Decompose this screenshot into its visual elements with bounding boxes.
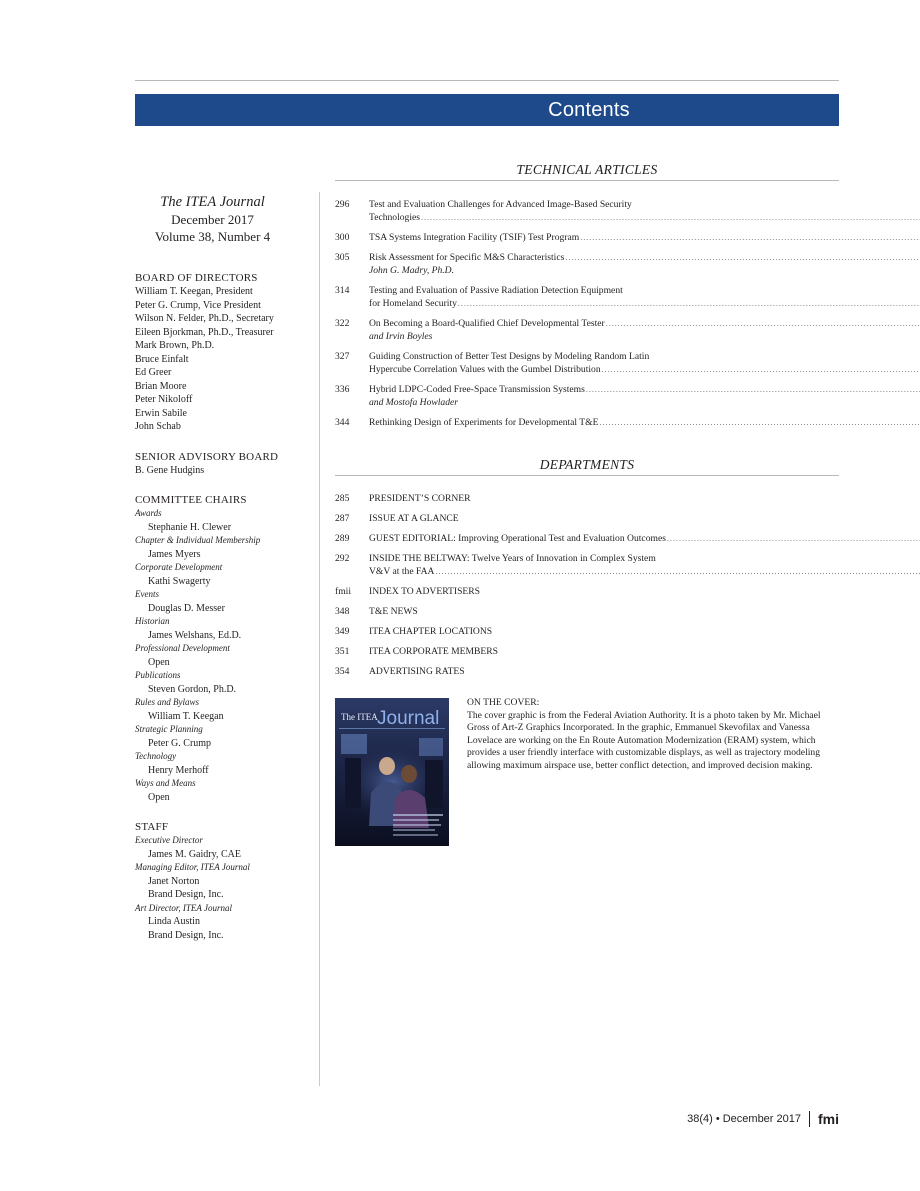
cover-masthead-large: Journal bbox=[377, 708, 440, 729]
article-title: On Becoming a Board-Qualified Chief Developmental Tester bbox=[369, 318, 605, 329]
article-author-continued: John G. Madry, Ph.D. bbox=[369, 265, 454, 276]
toc-entry[interactable] bbox=[335, 383, 839, 409]
board-member: Wilson N. Felder, Ph.D., Secretary bbox=[135, 313, 274, 324]
toc-entry[interactable] bbox=[335, 231, 839, 244]
toc-entry[interactable] bbox=[335, 317, 839, 343]
masthead-column bbox=[135, 193, 315, 958]
page-title: Contents bbox=[548, 99, 630, 121]
top-rule bbox=[135, 80, 839, 81]
page-number: 296 bbox=[335, 199, 350, 210]
page-number: 285 bbox=[335, 493, 350, 504]
department-title: INDEX TO ADVERTISERS bbox=[369, 586, 481, 597]
technical-articles-heading: TECHNICAL ARTICLES bbox=[335, 161, 839, 181]
page-number: 336 bbox=[335, 384, 350, 395]
page-number: 314 bbox=[335, 285, 350, 296]
toc-entry[interactable] bbox=[335, 416, 839, 429]
toc-entry[interactable] bbox=[335, 512, 839, 525]
committee-chair-name: James Myers bbox=[148, 548, 201, 560]
article-title: Technologies bbox=[369, 212, 421, 223]
toc-entry[interactable] bbox=[335, 585, 839, 598]
page-number: 287 bbox=[335, 513, 350, 524]
leader-dots bbox=[600, 416, 920, 429]
section-heading: BOARD OF DIRECTORS bbox=[135, 272, 258, 284]
page-number: 348 bbox=[335, 606, 350, 617]
committee-chair-name: Open bbox=[148, 791, 170, 803]
committee-chair-name: James Welshans, Ed.D. bbox=[148, 629, 242, 641]
cover-description bbox=[467, 697, 839, 772]
leader-dots bbox=[565, 251, 920, 264]
committee-role: Ways and Means bbox=[135, 778, 196, 788]
board-member: Peter Nikoloff bbox=[135, 394, 193, 405]
department-title: T&E NEWS bbox=[369, 606, 418, 617]
article-title: Hybrid LDPC-Coded Free-Space Transmission Systems bbox=[369, 384, 585, 395]
toc-entry[interactable] bbox=[335, 665, 839, 678]
committee-role: Technology bbox=[135, 751, 177, 761]
page-number: 300 bbox=[335, 232, 350, 243]
issue-date: December 2017 bbox=[171, 212, 254, 227]
page-number: 354 bbox=[335, 666, 350, 677]
folio: fmi bbox=[818, 1111, 839, 1127]
article-author-continued: and Mostofa Howlader bbox=[369, 397, 459, 408]
committee-role: Rules and Bylaws bbox=[135, 697, 199, 707]
committee-chair-name: Kathi Swagerty bbox=[148, 575, 211, 587]
page-footer bbox=[687, 1111, 839, 1127]
department-title: PRESIDENT’S CORNER bbox=[369, 493, 471, 504]
footer-divider bbox=[809, 1111, 810, 1127]
committee-chair-name: Peter G. Crump bbox=[148, 737, 212, 749]
department-title: ITEA CORPORATE MEMBERS bbox=[369, 646, 498, 657]
advisory-member: B. Gene Hudgins bbox=[135, 464, 205, 476]
board-member: John Schab bbox=[135, 421, 181, 432]
committee-role: Historian bbox=[135, 616, 170, 626]
department-title: ITEA CHAPTER LOCATIONS bbox=[369, 626, 493, 637]
departments-heading: DEPARTMENTS bbox=[335, 456, 839, 476]
committee-chair-name: Open bbox=[148, 656, 170, 668]
committee-role: Events bbox=[135, 589, 159, 599]
leader-dots bbox=[667, 532, 920, 545]
department-title: ISSUE AT A GLANCE bbox=[369, 513, 459, 524]
article-title: Rethinking Design of Experiments for Developmental T&E bbox=[369, 417, 599, 428]
departments-list bbox=[335, 492, 839, 685]
toc-entry[interactable] bbox=[335, 605, 839, 618]
committee-role: Chapter & Individual Membership bbox=[135, 535, 261, 545]
department-title: V&V at the FAA bbox=[369, 566, 435, 577]
toc-entry[interactable] bbox=[335, 532, 839, 545]
toc-entry[interactable] bbox=[335, 198, 839, 224]
board-member: Ed Greer bbox=[135, 367, 172, 378]
section-heading: SENIOR ADVISORY BOARD bbox=[135, 450, 279, 463]
committee-role: Professional Development bbox=[135, 643, 230, 653]
department-title: INSIDE THE BELTWAY: Twelve Years of Innovation in Complex System bbox=[369, 553, 656, 564]
department-title: GUEST EDITORIAL: Improving Operational Test and Evaluation Outcomes bbox=[369, 533, 666, 544]
issue-info: 38(4) • December 2017 bbox=[687, 1113, 801, 1125]
leader-dots bbox=[458, 297, 920, 310]
page-number: 289 bbox=[335, 533, 350, 544]
page-number: 327 bbox=[335, 351, 350, 362]
committee-chair-name: Steven Gordon, Ph.D. bbox=[148, 683, 237, 695]
journal-title: The ITEA Journal bbox=[160, 194, 265, 210]
article-title: for Homeland Security bbox=[369, 298, 457, 309]
board-member: Brian Moore bbox=[135, 380, 187, 392]
board-member: Peter G. Crump, Vice President bbox=[135, 299, 261, 311]
leader-dots bbox=[435, 565, 920, 578]
committee-chairs bbox=[135, 493, 315, 804]
column-divider bbox=[319, 192, 320, 1086]
cover-heading: ON THE COVER: bbox=[467, 697, 540, 708]
page-number: 322 bbox=[335, 318, 350, 329]
staff-role: Managing Editor, ITEA Journal bbox=[135, 862, 250, 872]
toc-entry[interactable] bbox=[335, 625, 839, 638]
leader-dots bbox=[602, 363, 920, 376]
staff-name: Linda Austin bbox=[148, 916, 200, 927]
staff-name: Brand Design, Inc. bbox=[148, 889, 224, 900]
staff bbox=[135, 820, 315, 942]
page-number: 292 bbox=[335, 553, 350, 564]
page-number: 351 bbox=[335, 646, 350, 657]
toc-entry[interactable] bbox=[335, 350, 839, 376]
article-title: TSA Systems Integration Facility (TSIF) Test Program bbox=[369, 232, 580, 243]
toc-entry[interactable] bbox=[335, 492, 839, 505]
leader-dots bbox=[606, 317, 920, 330]
article-title: Testing and Evaluation of Passive Radiation Detection Equipment bbox=[369, 285, 623, 296]
technical-articles-list bbox=[335, 198, 839, 436]
cover-text: The cover graphic is from the Federal Aviation Authority. It is a photo taken by Mr. Michael Gross of Art-Z Graphics Incorporated. In the graphic, Emmanuel Skevofilax and Vanessa Lovelace are working on the En Route Automation Modernization (ERAM) system, which provides a user friendly interface with customizable displays, as well as trajectory modeling allowing maximum airspace use, better conflict detection, and improved decision making. bbox=[467, 709, 821, 771]
staff-name: Brand Design, Inc. bbox=[148, 929, 224, 941]
contents-banner bbox=[135, 94, 839, 126]
cover-image bbox=[335, 698, 449, 846]
article-author-continued: and Irvin Boyles bbox=[369, 331, 433, 342]
article-title: Risk Assessment for Specific M&S Characteristics bbox=[369, 252, 565, 263]
toc-entry[interactable] bbox=[335, 645, 839, 658]
leader-dots bbox=[580, 231, 920, 244]
department-title: ADVERTISING RATES bbox=[369, 666, 465, 677]
committee-chair-name: William T. Keegan bbox=[148, 710, 224, 722]
board-member: Erwin Sabile bbox=[135, 407, 187, 419]
staff-name: James M. Gaidry, CAE bbox=[148, 848, 241, 860]
committee-role: Awards bbox=[135, 508, 162, 518]
article-title: Hypercube Correlation Values with the Gumbel Distribution bbox=[369, 364, 601, 375]
staff-name: Janet Norton bbox=[148, 875, 200, 887]
committee-role: Corporate Development bbox=[135, 562, 223, 572]
leader-dots bbox=[586, 383, 920, 396]
staff-role: Art Director, ITEA Journal bbox=[135, 902, 232, 913]
senior-advisory-board bbox=[135, 450, 315, 478]
page-number: 349 bbox=[335, 626, 350, 637]
committee-chair-name: Douglas D. Messer bbox=[148, 602, 225, 614]
leader-dots bbox=[421, 211, 920, 224]
committee-chair-name: Stephanie H. Clewer bbox=[148, 521, 232, 533]
article-title: Guiding Construction of Better Test Designs by Modeling Random Latin bbox=[369, 351, 650, 362]
cover-masthead-small: The ITEA bbox=[341, 712, 378, 722]
section-heading: COMMITTEE CHAIRS bbox=[135, 494, 247, 506]
toc-entry[interactable] bbox=[335, 284, 839, 310]
committee-role: Strategic Planning bbox=[135, 724, 203, 734]
board-member: Eileen Bjorkman, Ph.D., Treasurer bbox=[135, 326, 274, 338]
article-title: Test and Evaluation Challenges for Advanced Image-Based Security bbox=[369, 199, 632, 210]
board-of-directors bbox=[135, 271, 315, 434]
board-member: Bruce Einfalt bbox=[135, 353, 189, 365]
toc-entry[interactable] bbox=[335, 552, 839, 578]
board-member: William T. Keegan, President bbox=[135, 286, 253, 297]
staff-role: Executive Director bbox=[135, 835, 203, 845]
committee-chair-name: Henry Merhoff bbox=[148, 764, 209, 776]
volume-number: Volume 38, Number 4 bbox=[154, 229, 271, 244]
page-number: fmii bbox=[335, 586, 351, 597]
page-number: 305 bbox=[335, 252, 350, 263]
journal-masthead bbox=[135, 193, 290, 245]
page-number: 344 bbox=[335, 417, 350, 428]
committee-role: Publications bbox=[135, 670, 181, 680]
board-member: Mark Brown, Ph.D. bbox=[135, 340, 215, 351]
toc-entry[interactable] bbox=[335, 251, 839, 277]
section-heading: STAFF bbox=[135, 821, 169, 833]
